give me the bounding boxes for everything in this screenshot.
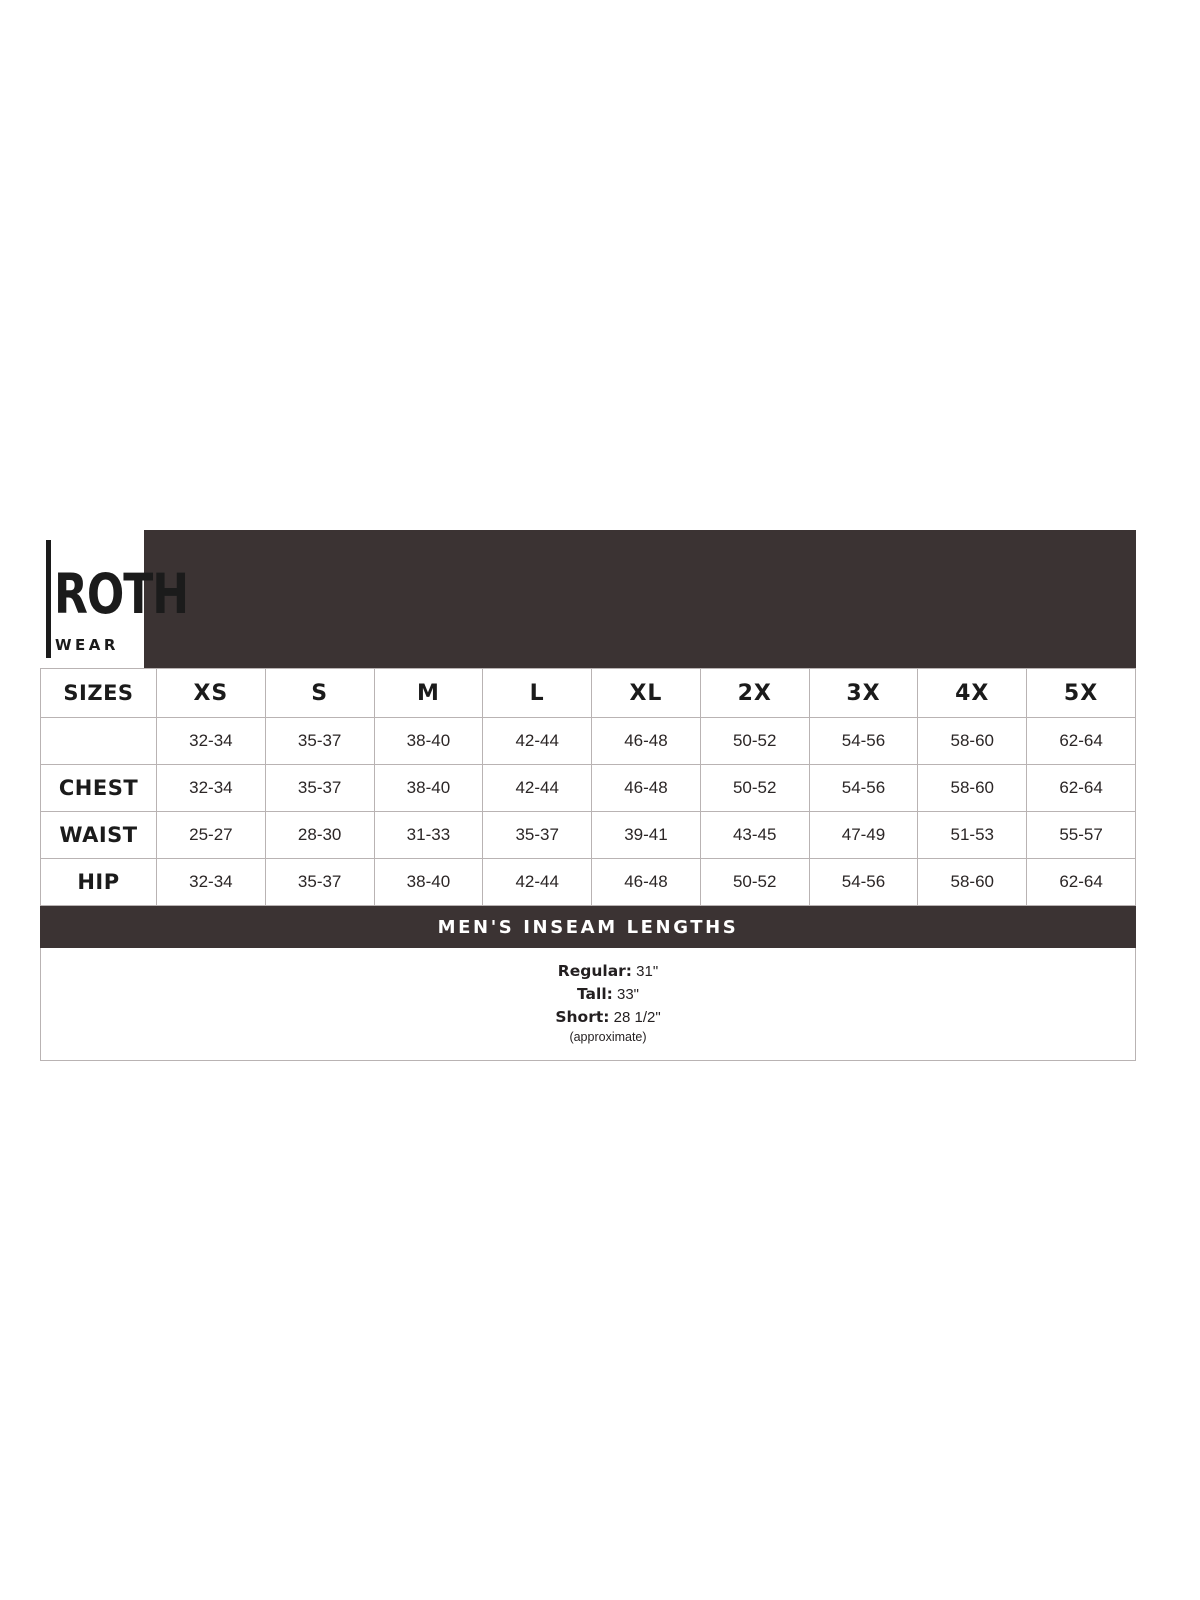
inseam-short-value: 28 1/2" [613,1008,661,1026]
table-row [41,765,1136,812]
brand-logo [40,530,189,668]
inseam-regular [41,960,1135,983]
table-cell: 54-56 [809,718,918,765]
table-cell: 28-30 [265,812,374,859]
inseam-regular-label: Regular: [557,962,632,980]
table-cell: 42-44 [483,859,592,906]
table-cell: 38-40 [374,765,483,812]
table-cell: 55-57 [1027,812,1136,859]
table-cell: 46-48 [592,718,701,765]
table-cell: 62-64 [1027,859,1136,906]
inseam-regular-value: 31" [636,963,659,980]
column-header-m: M [374,669,483,718]
table-cell: 46-48 [592,859,701,906]
table-cell: 42-44 [483,765,592,812]
table-cell: 58-60 [918,859,1027,906]
inseam-tall [41,983,1135,1006]
table-cell: 35-37 [265,718,374,765]
inseam-values [40,948,1136,1061]
column-header-5x: 5X [1027,669,1136,718]
table-cell: 43-45 [700,812,809,859]
table-cell: 50-52 [700,765,809,812]
inseam-tall-label: Tall: [576,984,613,1003]
table-cell: 50-52 [700,718,809,765]
table-row [41,859,1136,906]
row-label-chest: CHEST [41,765,157,812]
table-cell: 35-37 [265,765,374,812]
table-cell: 38-40 [374,718,483,765]
table-cell: 58-60 [918,765,1027,812]
table-cell: 62-64 [1027,765,1136,812]
size-chart [40,530,1136,1061]
row-label-hip: HIP [41,859,157,906]
table-cell: 25-27 [157,812,266,859]
column-header-3x: 3X [809,669,918,718]
brand-header-band [40,530,1136,668]
table-cell: 46-48 [592,765,701,812]
table-cell: 32-34 [157,765,266,812]
table-cell: 54-56 [809,859,918,906]
table-cell: 51-53 [918,812,1027,859]
table-cell: 42-44 [483,718,592,765]
row-label-waist: WAIST [41,812,157,859]
table-cell: 32-34 [157,718,266,765]
inseam-note: (approximate) [569,1030,647,1045]
inseam-section-header [40,906,1136,948]
brand-subname: WEAR [55,636,119,654]
brand-name: ROTH [54,563,189,627]
table-cell: 47-49 [809,812,918,859]
table-cell: 50-52 [700,859,809,906]
measurements-table [40,668,1136,906]
table-header-row [41,669,1136,718]
inseam-title: MEN'S INSEAM LENGTHS [437,916,739,938]
column-header-2x: 2X [700,669,809,718]
table-cell: 32-34 [157,859,266,906]
column-header-xs: XS [157,669,266,718]
table-cell: 35-37 [483,812,592,859]
column-header-l: L [483,669,592,718]
table-cell: 62-64 [1027,718,1136,765]
table-cell: 31-33 [374,812,483,859]
row-label [41,718,157,765]
column-header-sizes: SIZES [41,669,157,718]
inseam-short-label: Short: [555,1007,610,1026]
table-cell: 39-41 [592,812,701,859]
logo-accent-bar [46,540,51,658]
inseam-tall-value: 33" [617,985,640,1003]
column-header-4x: 4X [918,669,1027,718]
table-cell: 58-60 [918,718,1027,765]
header-band-fill [144,530,1136,668]
column-header-xl: XL [592,669,701,718]
column-header-s: S [265,669,374,718]
table-row [41,812,1136,859]
table-cell: 38-40 [374,859,483,906]
inseam-short [41,1006,1135,1029]
table-cell: 54-56 [809,765,918,812]
table-row [41,718,1136,765]
table-cell: 35-37 [265,859,374,906]
